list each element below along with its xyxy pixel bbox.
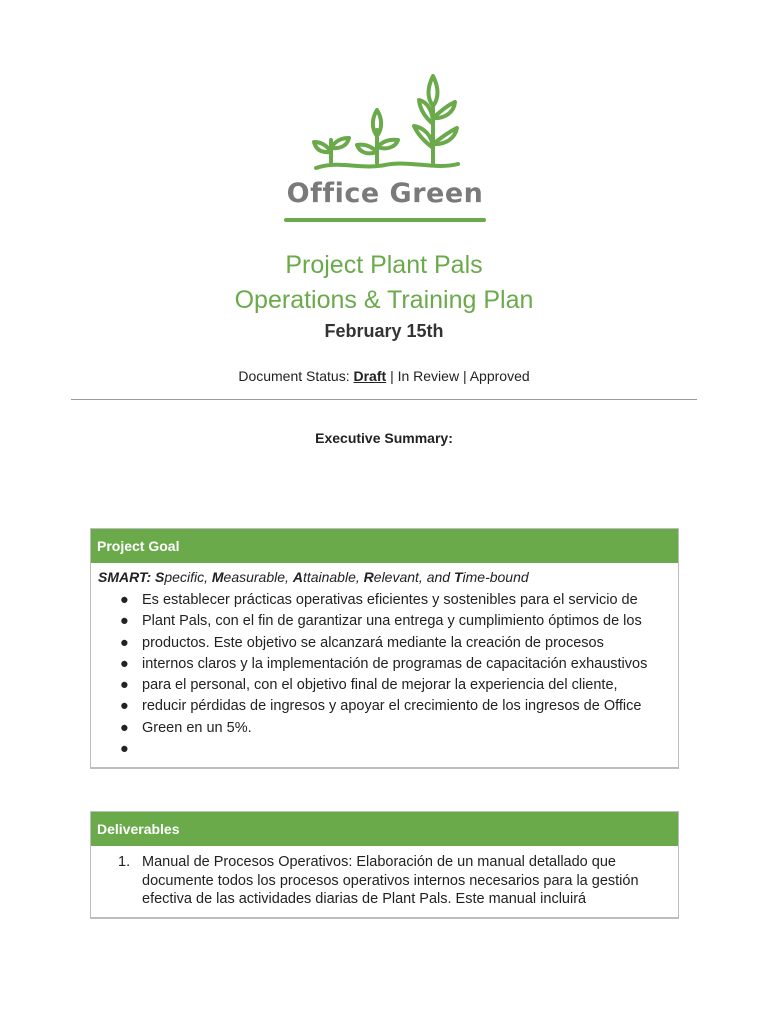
list-item-text: internos claros y la implementación de programas de capacitación exhaustivos: [142, 655, 648, 672]
list-item-text: para el personal, con el objetivo final de mejorar la experiencia del cliente,: [142, 677, 618, 694]
logo-text: Office Green: [286, 178, 484, 209]
list-item: [91, 611, 678, 632]
status-draft[interactable]: Draft: [353, 368, 387, 384]
bullet-icon: ●: [120, 741, 129, 758]
list-item-text: reducir pérdidas de ingresos y apoyar el crecimiento de los ingresos de Office: [142, 698, 642, 715]
status-approved[interactable]: Approved: [469, 368, 530, 384]
smart-t: T: [453, 569, 463, 585]
document-status: [0, 368, 768, 384]
smart-line: [98, 569, 678, 586]
project-title: Project Plant Pals: [285, 251, 483, 279]
list-item: [91, 696, 678, 717]
plant-sprouts-icon: [280, 68, 490, 176]
smart-a: A: [292, 569, 303, 585]
smart-a-rest: ttainable,: [302, 569, 364, 585]
list-item: [91, 675, 678, 696]
list-item-text: Green en un 5%.: [142, 719, 252, 736]
smart-m: M: [211, 569, 224, 585]
project-goal-header: Project Goal: [91, 529, 678, 563]
status-label: Document Status:: [238, 368, 350, 384]
smart-lead: SMART:: [98, 569, 152, 585]
smart-s-rest: pecific,: [164, 569, 212, 585]
smart-s: S: [155, 569, 165, 585]
bullet-icon: ●: [120, 698, 129, 715]
document-date: February 15th: [324, 321, 444, 341]
status-separator: |: [390, 368, 394, 384]
list-item-text: Es establecer prácticas operativas eficientes y sostenibles para el servicio de: [142, 592, 638, 608]
list-item-text: Plant Pals, con el fin de garantizar una entrega y cumplimiento óptimos de los: [142, 613, 642, 630]
logo-underline: [284, 218, 486, 222]
list-item: [91, 590, 678, 611]
smart-t-rest: ime-bound: [462, 569, 529, 585]
bullet-icon: ●: [120, 677, 129, 694]
goal-bullet-list: [91, 590, 678, 760]
project-goal-table: [90, 528, 679, 769]
list-item: [91, 654, 678, 675]
deliverables-header: Deliverables: [91, 812, 678, 846]
list-item-line: Manual de Procesos Operativos: Elaboración de un manual detallado que: [142, 854, 616, 870]
smart-m-rest: easurable,: [223, 569, 293, 585]
office-green-logo: [280, 68, 490, 228]
list-item: [91, 739, 678, 760]
list-item: [91, 633, 678, 654]
bullet-icon: ●: [120, 634, 129, 651]
horizontal-divider: [71, 399, 697, 400]
bullet-icon: ●: [120, 613, 129, 630]
bullet-icon: ●: [120, 655, 129, 672]
smart-r-rest: elevant, and: [373, 569, 454, 585]
executive-summary-heading: Executive Summary:: [315, 430, 453, 446]
bullet-icon: ●: [120, 719, 129, 736]
list-item: [91, 853, 678, 909]
status-separator: |: [462, 368, 467, 384]
list-item: [91, 718, 678, 739]
status-in-review[interactable]: In Review: [397, 368, 460, 384]
plan-title: Operations & Training Plan: [234, 286, 534, 314]
smart-r: R: [363, 569, 374, 585]
deliverables-table: [90, 811, 679, 919]
list-item-line: documente todos los procesos operativos internos necesarios para la gestión: [142, 872, 639, 889]
deliverables-list: [91, 853, 678, 909]
list-number: 1.: [118, 854, 131, 870]
list-item-line: efectiva de las actividades diarias de Plant Pals. Este manual incluirá: [142, 891, 587, 907]
list-item-text: productos. Este objetivo se alcanzará mediante la creación de procesos: [142, 634, 604, 651]
bullet-icon: ●: [120, 592, 129, 608]
